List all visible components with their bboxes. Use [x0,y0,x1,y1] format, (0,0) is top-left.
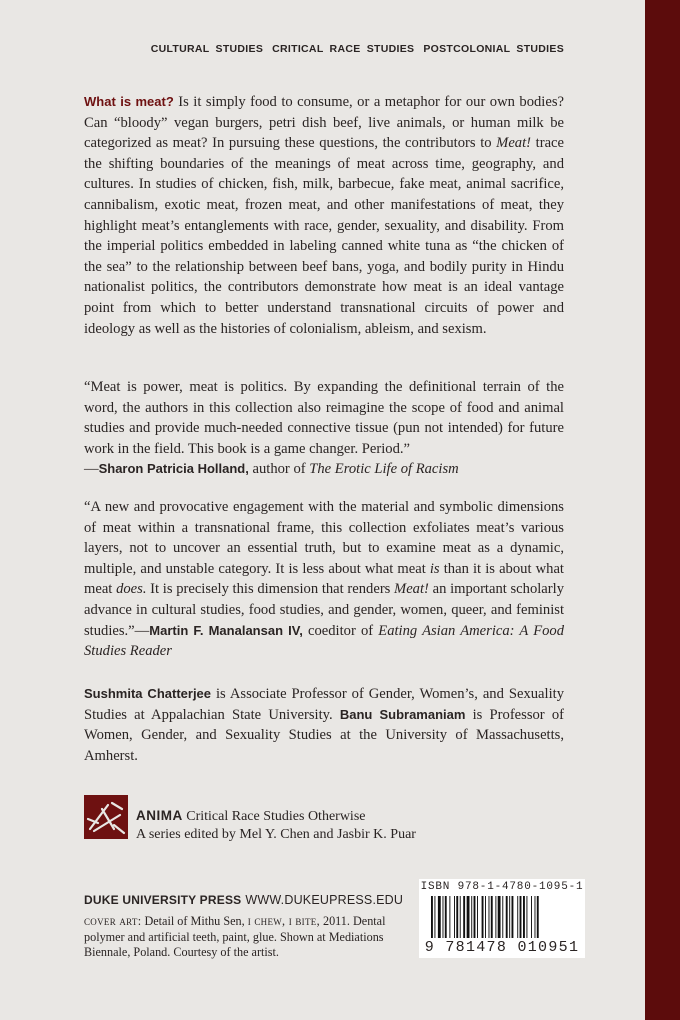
book-description: What is meat? Is it simply food to consume, or a metaphor for our own bodies? Can “bloody” vegan burgers, petri dish beef, live animals, or human milk be categorized as meat? In pursuing these questions, the contributors to Meat! trace the shifting boundaries of the meanings of meat across time, geography, and cultures. In studies of chicken, fish, milk, barbecue, fake meat, animal sacrifice, cannibalism, exotic meat, frozen meat, and other manifestations of meat, they highlight meat’s entanglements with race, gender, sexuality, and disability. From the imperial politics embedded in labeling canned white tuna as “the chicken of the sea” to the relationship between beef bans, yoga, and bodily purity in Hindu nationalist politics, the contributors demonstrate how meat is an ideal vantage point from which to better understand transnational circuits of power and ideology as well as the histories of colonialism, ableism, and sexism. [84,94,564,337]
publisher-name: DUKE UNIVERSITY PRESS [84,893,242,907]
barcode-bar [502,896,503,938]
category-label: CULTURAL STUDIES [150,43,264,55]
barcode-bar [523,896,525,938]
endorsement-manalansan: “A new and provocative engagement with the material and symbolic dimensions of meat within a transnational frame, this collection exfoliates meat’s various layers, not to uncover an essential truth, but to examine meat as a dynamic, multiple, and unstable category. It is less about what meat is than it is about what meat does. It is precisely this dimension that renders Meat! an important scholarly advance in cultural studies, food studies, and gender, women, queer, and feminist studies.”—Martin F. Manalansan IV, coeditor of Eating Asian America: A Food Studies Reader [84,499,565,660]
series-subtitle: Critical Race Studies Otherwise [182,809,366,824]
barcode-bar [498,896,501,938]
author-bios: Sushmita Chatterjee is Associate Professor of Gender, Women’s, and Sexuality Studies at Appalachian State University. Banu Subramaniam is Professor of Women, Gender, and Sexuality Studies at the University of Massachusetts, Amherst. [84,686,564,764]
author-name: Sushmita Chatterjee [84,686,212,701]
barcode-bar [489,896,490,938]
barcode-bar [485,896,486,938]
barcode-bar [431,896,433,938]
endorser-name: Martin F. Manalansan IV, [149,622,303,638]
anima-logo-icon [84,795,128,839]
endorser-name: Sharon Patricia Holland, [98,461,249,477]
publisher-line [84,892,414,908]
isbn-barcode [419,879,585,958]
barcode-bar [537,896,539,938]
barcode-bar [454,896,455,938]
barcode-bar [535,896,536,938]
endorsement-holland: “Meat is power, meat is politics. By expanding the definitional terrain of the word, the authors in this collection also reimagine the scope of food and animal studies and provide much-needed connective tissue (pun not intended) for future work in the field. This book is a game changer. Period.” —Sharon Patricia Holland, author of The Erotic Life of Racism [84,379,564,478]
publisher-footer [84,892,414,961]
barcode-bar [526,896,527,938]
category-label: CRITICAL RACE STUDIES [272,43,415,55]
endorsement-quote: “Meat is power, meat is politics. By expanding the definitional terrain of the word, the authors in this collection also reimagine the scope of food and animal studies and provide much-needed connective tissue (pun not intended) for future work in the field. This book is a game changer. Period.” [84,379,564,457]
barcode-bar [456,896,458,938]
barcode-bar [460,896,461,938]
barcode-bar [449,896,450,938]
barcode-bar [477,896,478,938]
barcode-bars-icon [431,896,573,938]
book-title: Meat! [496,135,532,152]
barcode-bar [512,896,514,938]
barcode-bar [443,896,444,938]
barcode-digits: 9 781478 010951 [424,939,580,956]
series-block [84,795,564,843]
barcode-bar [434,896,435,938]
series-editors: A series edited by Mel Y. Chen and Jasbir K. Puar [136,827,416,842]
endorser-book: Eating Asian America: A Food Studies Reader [84,622,565,660]
barcode-bar [482,896,484,938]
category-label: POSTCOLONIAL STUDIES [423,43,564,55]
series-name: ANIMA [136,808,183,823]
description-lead: What is meat? [84,94,174,109]
book-spine-edge [645,0,680,1020]
barcode-bar [491,896,493,938]
author-name: Banu Subramaniam [339,706,466,722]
publisher-url[interactable]: WWW.DUKEUPRESS.EDU [245,893,404,907]
barcode-bar [463,896,465,938]
barcode-bar [471,896,472,938]
barcode-bar [438,896,441,938]
subject-categories [0,43,564,55]
barcode-bar [517,896,518,938]
barcode-bar [531,896,532,938]
barcode-bar [520,896,522,938]
endorser-book: The Erotic Life of Racism [309,461,459,478]
cover-art-credit: cover art: Detail of Mithu Sen, i chew, i bite, 2011. Dental polymer and artificial teeth, paint, glue. Shown at Mediations Biennale, Poland. Courtesy of the artist. [84,914,386,959]
barcode-bar [474,896,476,938]
barcode-bar [509,896,510,938]
barcode-bar [506,896,508,938]
barcode-bar [495,896,496,938]
barcode-bar [467,896,470,938]
isbn-text: ISBN 978-1-4780-1095-1 [420,881,584,893]
series-text [136,807,416,844]
barcode-bar [445,896,447,938]
